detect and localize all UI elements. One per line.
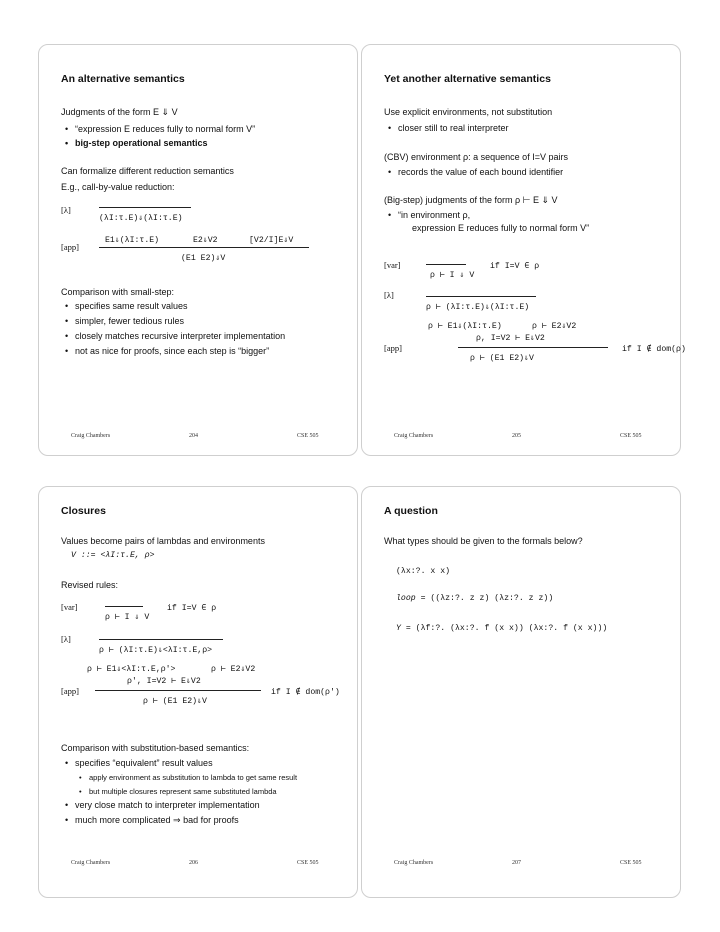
rule-conclusion: (E1 E2)⇓V (181, 254, 226, 263)
rule-premise: ρ ⊢ E2⇓V2 (532, 322, 577, 331)
rule-label: [λ] (61, 634, 71, 644)
footer-page: 205 (512, 433, 521, 439)
footer-page: 207 (512, 860, 521, 866)
bullet-item: • not as nice for proofs, since each step is “bigger” (75, 346, 269, 356)
rule-conclusion: ρ ⊢ I ⇓ V (105, 613, 150, 622)
footer-course: CSE 505 (620, 860, 642, 866)
rule-premise: ρ', I=V2 ⊢ E⇓V2 (127, 677, 201, 686)
rule-premise: ρ, I=V2 ⊢ E⇓V2 (476, 334, 545, 343)
footer-course: CSE 505 (620, 433, 642, 439)
footer-page: 206 (189, 860, 198, 866)
rule-premise: E1⇓(λI:τ.E) (105, 236, 160, 245)
rule-label: [var] (384, 260, 401, 270)
sub-bullet-item: • apply environment as substitution to lambda to get same result (89, 773, 297, 782)
paragraph: (CBV) environment ρ: a sequence of I=V pairs (384, 152, 568, 162)
expr-body: = (λf:?. (λx:?. f (x x)) (λx:?. f (x x))) (405, 624, 608, 633)
paragraph: E.g., call-by-value reduction: (61, 182, 175, 192)
inference-line (99, 639, 223, 640)
paragraph: Revised rules: (61, 580, 119, 590)
bullet-item: • very close match to interpreter implementation (75, 800, 260, 810)
bullet-item: • big-step operational semantics (75, 138, 208, 148)
slide-205 (361, 44, 686, 456)
rule-condition: if I=V ∈ ρ (167, 604, 217, 613)
grammar-rule: V ::= <λI:τ.E, ρ> (71, 551, 155, 560)
rule-conclusion: ρ ⊢ (λI:τ.E)⇓<λI:τ.E,ρ> (99, 646, 213, 655)
slide-207 (361, 486, 681, 898)
bullet-item: • specifies “equivalent” result values (75, 758, 213, 768)
inference-line (99, 207, 191, 208)
rule-conclusion: ρ ⊢ (E1 E2)⇓V (470, 354, 534, 363)
bullet-item: • closer still to real interpreter (398, 123, 509, 133)
rule-label: [app] (384, 343, 402, 353)
rule-conclusion: ρ ⊢ I ⇓ V (430, 271, 475, 280)
rule-premise: E2⇓V2 (193, 236, 218, 245)
bullet-item: • much more complicated ⇒ bad for proofs (75, 815, 239, 826)
bullet-item: • simpler, fewer tedious rules (75, 316, 184, 326)
bullet-item: • records the value of each bound identifier (398, 167, 563, 177)
rule-label: [app] (61, 686, 79, 696)
expr-body: = ((λz:?. z z) (λz:?. z z)) (420, 594, 554, 603)
bullet-continuation: expression E reduces fully to normal form V” (412, 223, 590, 233)
rule-conclusion: ρ ⊢ (E1 E2)⇓V (143, 697, 207, 706)
slide-title: Closures (61, 505, 106, 517)
bullet-item: • “expression E reduces fully to normal form V” (75, 124, 255, 134)
footer-course: CSE 505 (297, 433, 319, 439)
footer-author: Craig Chambers (71, 433, 111, 439)
code-expression: (λx:?. x x) (396, 567, 451, 576)
slide-title: Yet another alternative semantics (384, 73, 551, 85)
inference-line (99, 247, 309, 248)
inference-line (95, 690, 261, 691)
section-heading: Comparison with substitution-based semantics: (61, 743, 250, 753)
intro-text: Judgments of the form E ⇓ V (61, 107, 178, 117)
footer-author: Craig Chambers (394, 433, 434, 439)
inference-line (426, 296, 536, 297)
paragraph: Can formalize different reduction semantics (61, 166, 234, 176)
rule-condition: if I=V ∈ ρ (490, 262, 540, 271)
bullet-item: • specifies same result values (75, 301, 188, 311)
rule-label: [λ] (384, 290, 394, 300)
rule-condition: if I ∉ dom(ρ') (271, 688, 340, 697)
footer-page: 204 (189, 433, 198, 439)
bullet-item: • closely matches recursive interpreter implementation (75, 331, 285, 341)
expr-name: Y (396, 624, 401, 633)
rule-label: [app] (61, 242, 79, 252)
slide-title: An alternative semantics (61, 73, 185, 85)
rule-label: [var] (61, 602, 78, 612)
expr-name: loop (396, 594, 416, 603)
intro-text: What types should be given to the formals below? (384, 536, 583, 546)
footer-course: CSE 505 (297, 860, 319, 866)
slide-title: A question (384, 505, 438, 517)
rule-conclusion: ρ ⊢ (λI:τ.E)⇓(λI:τ.E) (426, 303, 530, 312)
rule-label: [λ] (61, 205, 71, 215)
intro-text: Values become pairs of lambdas and environments (61, 536, 265, 546)
rule-premise: ρ ⊢ E1⇓(λI:τ.E) (428, 322, 502, 331)
rule-premise: ρ ⊢ E2⇓V2 (211, 665, 256, 674)
sub-bullet-item: • but multiple closures represent same substituted lambda (89, 787, 277, 796)
rule-premise: [V2/I]E⇓V (249, 236, 294, 245)
slide-204 (38, 44, 358, 456)
footer-author: Craig Chambers (71, 860, 111, 866)
inference-line (426, 264, 466, 265)
paragraph: (Big-step) judgments of the form ρ ⊢ E ⇓ V (384, 195, 558, 205)
bullet-item: • “in environment ρ, (398, 210, 470, 220)
rule-conclusion: (λI:τ.E)⇓(λI:τ.E) (99, 214, 183, 223)
rule-premise: ρ ⊢ E1⇓<λI:τ.E,ρ'> (87, 665, 176, 674)
code-expression (396, 624, 607, 633)
section-heading: Comparison with small-step: (61, 287, 175, 297)
intro-text: Use explicit environments, not substitution (384, 107, 553, 117)
code-expression (396, 594, 553, 603)
inference-line (458, 347, 608, 348)
rule-condition: if I ∉ dom(ρ) (622, 345, 686, 354)
inference-line (105, 606, 143, 607)
slide-206 (38, 486, 358, 898)
footer-author: Craig Chambers (394, 860, 434, 866)
